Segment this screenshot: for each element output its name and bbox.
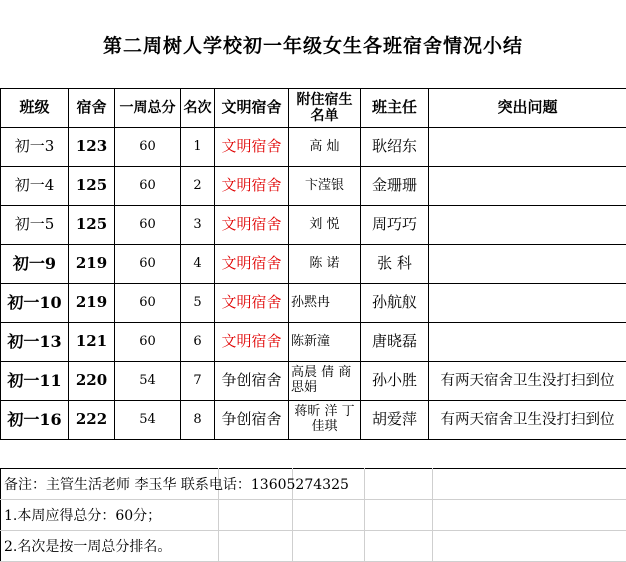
table-header-row	[1, 89, 626, 128]
header-resident-line1: 附住宿生	[296, 92, 353, 108]
class-cell: 初一16	[1, 401, 69, 440]
table-row	[1, 323, 626, 362]
header-class: 班级	[1, 89, 69, 128]
civilized-cell: 文明宿舍	[215, 167, 289, 206]
issue-cell: 有两天宿舍卫生没打扫到位	[429, 401, 626, 440]
rank-cell: 8	[181, 401, 215, 440]
total-cell: 60	[115, 245, 181, 284]
dorm-cell: 123	[69, 128, 115, 167]
civilized-cell: 文明宿舍	[215, 128, 289, 167]
resident-cell: 蒋昕 洋 丁佳琪	[289, 401, 361, 440]
class-cell: 初一9	[1, 245, 69, 284]
issue-cell	[429, 284, 626, 323]
civilized-cell: 文明宿舍	[215, 284, 289, 323]
rank-cell: 4	[181, 245, 215, 284]
teacher-cell: 唐晓磊	[361, 323, 429, 362]
issue-cell	[429, 206, 626, 245]
teacher-cell: 胡爱萍	[361, 401, 429, 440]
resident-cell: 刘 悦	[289, 206, 361, 245]
teacher-cell: 耿绍东	[361, 128, 429, 167]
note-ranking-rule: 2.名次是按一周总分排名。	[1, 531, 219, 562]
class-cell: 初一13	[1, 323, 69, 362]
header-week-total: 一周总分	[115, 89, 181, 128]
teacher-cell: 金珊珊	[361, 167, 429, 206]
dorm-cell: 220	[69, 362, 115, 401]
rank-cell: 1	[181, 128, 215, 167]
table-row	[1, 128, 626, 167]
total-cell: 54	[115, 401, 181, 440]
header-resident-line2: 名单	[310, 108, 339, 124]
header-issues: 突出问题	[429, 89, 626, 128]
dorm-cell: 222	[69, 401, 115, 440]
class-cell: 初一11	[1, 362, 69, 401]
civilized-cell: 争创宿舍	[215, 362, 289, 401]
total-cell: 60	[115, 167, 181, 206]
class-cell: 初一10	[1, 284, 69, 323]
header-resident	[289, 89, 361, 128]
header-civilized: 文明宿舍	[215, 89, 289, 128]
dorm-cell: 125	[69, 206, 115, 245]
issue-cell	[429, 323, 626, 362]
class-cell: 初一5	[1, 206, 69, 245]
dormitory-summary-table	[0, 88, 626, 440]
total-cell: 60	[115, 284, 181, 323]
issue-cell	[429, 245, 626, 284]
resident-cell: 高晨 倩 商思娟	[289, 362, 361, 401]
resident-cell: 陈 诺	[289, 245, 361, 284]
class-cell: 初一4	[1, 167, 69, 206]
table-row	[1, 284, 626, 323]
resident-cell: 孙黙冉	[289, 284, 361, 323]
header-dorm: 宿舍	[69, 89, 115, 128]
dorm-cell: 121	[69, 323, 115, 362]
rank-cell: 6	[181, 323, 215, 362]
total-cell: 54	[115, 362, 181, 401]
header-rank: 名次	[181, 89, 215, 128]
total-cell: 60	[115, 323, 181, 362]
notes-table	[0, 468, 626, 562]
header-head-teacher: 班主任	[361, 89, 429, 128]
civilized-cell: 文明宿舍	[215, 323, 289, 362]
total-cell: 60	[115, 206, 181, 245]
civilized-cell: 争创宿舍	[215, 401, 289, 440]
rank-cell: 5	[181, 284, 215, 323]
note-supervisor: 备注：主管生活老师 李玉华 联系电话：13605274325	[1, 469, 219, 500]
table-row	[1, 245, 626, 284]
resident-cell: 卞滢银	[289, 167, 361, 206]
table-row	[1, 362, 626, 401]
resident-cell: 陈新潼	[289, 323, 361, 362]
civilized-cell: 文明宿舍	[215, 245, 289, 284]
total-cell: 60	[115, 128, 181, 167]
resident-cell: 高 灿	[289, 128, 361, 167]
issue-cell	[429, 167, 626, 206]
report-title: 第二周树人学校初一年级女生各班宿舍情况小结	[102, 34, 523, 57]
class-cell: 初一3	[1, 128, 69, 167]
dorm-cell: 219	[69, 245, 115, 284]
note-total-score: 1.本周应得总分：60分；	[1, 500, 219, 531]
rank-cell: 2	[181, 167, 215, 206]
table-row	[1, 206, 626, 245]
teacher-cell: 张 科	[361, 245, 429, 284]
teacher-cell: 孙航舣	[361, 284, 429, 323]
civilized-cell: 文明宿舍	[215, 206, 289, 245]
table-row	[1, 401, 626, 440]
rank-cell: 7	[181, 362, 215, 401]
issue-cell: 有两天宿舍卫生没打扫到位	[429, 362, 626, 401]
rank-cell: 3	[181, 206, 215, 245]
dorm-cell: 125	[69, 167, 115, 206]
teacher-cell: 周巧巧	[361, 206, 429, 245]
dorm-cell: 219	[69, 284, 115, 323]
teacher-cell: 孙小胜	[361, 362, 429, 401]
issue-cell	[429, 128, 626, 167]
table-row	[1, 167, 626, 206]
